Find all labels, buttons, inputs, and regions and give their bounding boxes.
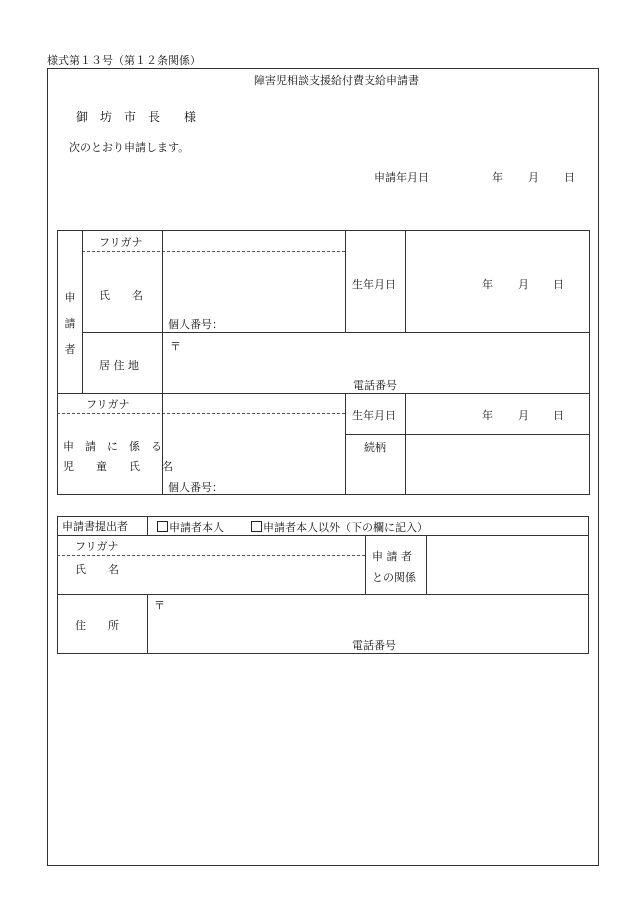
birthdate-value-divider-lower: [405, 393, 406, 495]
form-number: 様式第１３号（第１２条関係）: [47, 54, 201, 67]
applicant-postal-mark: 〒: [170, 340, 181, 353]
submitter-postal-mark: 〒: [154, 599, 165, 612]
submitter-relation-line2: との関係: [372, 571, 416, 584]
applicant-my-number-label: 個人番号：: [168, 318, 223, 331]
application-date-year: 年: [492, 171, 503, 184]
submitter-label-divider-bottom: [147, 594, 148, 654]
birthdate-value-divider-upper: [405, 230, 406, 332]
applicant-birth-day: 日: [553, 278, 564, 291]
addressee: 御 坊 市 長 様: [76, 110, 197, 124]
applicant-group-label: 申 請 者: [64, 291, 76, 356]
submitter-relation-line1: 申 請 者: [372, 550, 412, 563]
child-birth-day: 日: [553, 409, 564, 422]
child-relation-label: 続柄: [364, 441, 386, 454]
submitter-option-self[interactable]: 申請者本人: [157, 521, 224, 533]
applicant-phone-label: 電話番号: [353, 379, 397, 392]
child-birth-year: 年: [482, 409, 493, 422]
child-birth-divider: [345, 434, 590, 435]
submitter-relation-divider-left: [365, 535, 366, 594]
application-date-label: 申請年月日: [374, 171, 429, 184]
child-birth-month: 月: [518, 409, 529, 422]
applicant-name-label: 氏 名: [99, 289, 143, 302]
child-section-divider: [57, 393, 590, 394]
application-date-day: 日: [564, 171, 575, 184]
submitter-furigana-divider: [57, 555, 365, 556]
submitter-address-label: 住 所: [75, 619, 119, 632]
child-birthdate-label: 生年月日: [352, 409, 396, 422]
applicant-birth-year: 年: [482, 278, 493, 291]
submitter-name-label: 氏 名: [75, 563, 119, 576]
label-column-divider: [162, 230, 163, 495]
form-title: 障害児相談支援給付費支給申請書: [254, 74, 419, 87]
birthdate-column-divider-lower: [345, 393, 346, 495]
child-label-line1: 申 請 に 係 る: [63, 440, 162, 453]
child-my-number-label: 個人番号：: [168, 481, 223, 494]
submitter-label-divider-top: [147, 516, 148, 535]
self-checkbox[interactable]: [157, 521, 168, 532]
child-furigana-label: フリガナ: [86, 398, 130, 411]
applicant-birth-month: 月: [518, 278, 529, 291]
applicant-address-label: 居 住 地: [99, 359, 139, 372]
birthdate-column-divider-upper: [345, 230, 346, 332]
submitter-name-divider: [57, 594, 589, 595]
applicant-birthdate-label: 生年月日: [352, 278, 396, 291]
submitter-relation-divider-right: [426, 535, 427, 594]
submitter-option-other[interactable]: 申請者本人以外（下の欄に記入）: [251, 521, 428, 533]
child-furigana-divider: [57, 413, 345, 414]
submitter-phone-label: 電話番号: [352, 639, 396, 652]
other-checkbox[interactable]: [251, 521, 262, 532]
intro-text: 次のとおり申請します。: [69, 141, 190, 154]
applicant-row-divider: [82, 332, 590, 333]
application-date-month: 月: [528, 171, 539, 184]
submitter-header-divider: [57, 535, 589, 536]
submitter-label: 申請書提出者: [62, 520, 128, 533]
submitter-table: [57, 516, 589, 654]
submitter-furigana-label: フリガナ: [75, 540, 119, 553]
applicant-furigana-divider: [82, 251, 345, 252]
applicant-furigana-label: フリガナ: [99, 236, 143, 249]
child-label-line2: 児 童 氏 名: [63, 460, 173, 473]
applicant-group-divider: [82, 230, 83, 393]
